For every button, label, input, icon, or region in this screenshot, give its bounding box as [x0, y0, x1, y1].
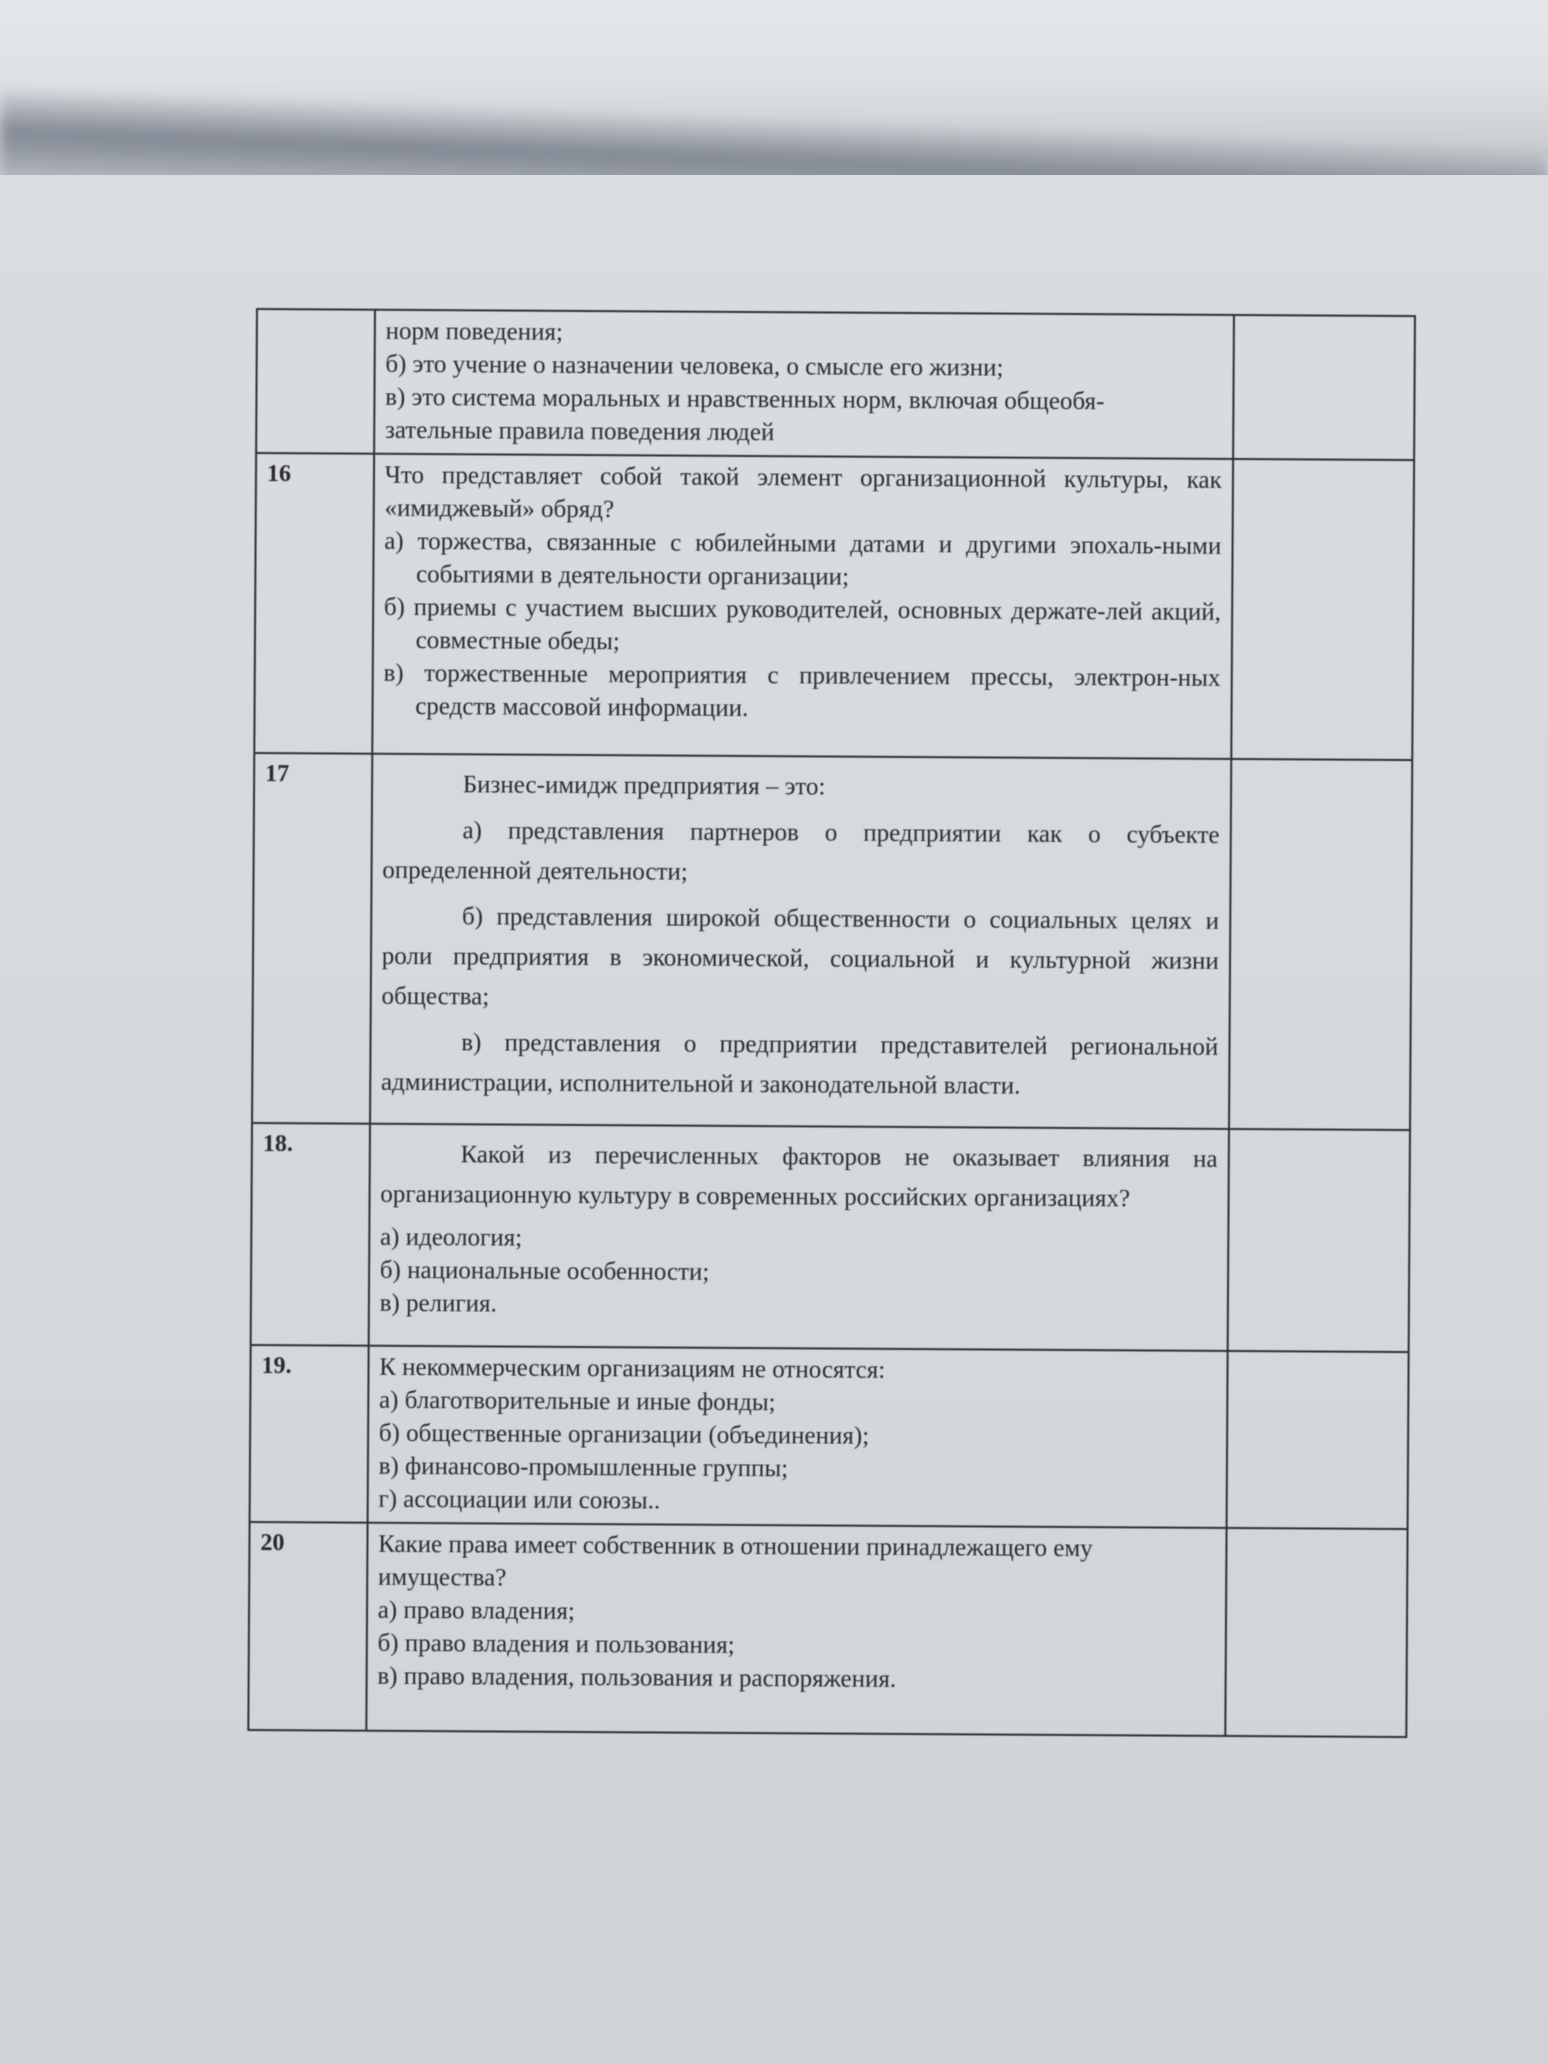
question-text: К некоммерческим организациям не относятся: — [379, 1353, 886, 1384]
test-questions-table — [247, 308, 1416, 1738]
question-text: Какие права имеет собственник в отношении принадлежащего ему имущества? — [377, 1530, 1093, 1592]
option-b: б) представления широкой общественности о социальных целях и роли предприятия в экономической, социальной и культурной жизни общества; — [381, 903, 1220, 1011]
option-b: б) национальные особенности; — [379, 1256, 710, 1286]
table-row — [256, 309, 1415, 460]
question-cell — [367, 1346, 1227, 1528]
question-number: 17 — [252, 753, 372, 1124]
option-b: б) общественные организации (объединения); — [378, 1419, 870, 1450]
question-text: Бизнес-имидж предприятия – это: — [462, 771, 826, 801]
answer-cell — [1233, 315, 1415, 460]
table-row — [250, 1345, 1409, 1529]
question-cell — [368, 1124, 1228, 1351]
answer-cell — [1226, 1351, 1408, 1529]
option-c: в) право владения, пользования и распоряжения. — [377, 1662, 897, 1693]
question-cell — [366, 1523, 1226, 1736]
table-row — [251, 1123, 1410, 1352]
option-line: б) это учение о назначении человека, о смысле его жизни; — [385, 350, 1004, 382]
table-row — [252, 753, 1412, 1130]
option-b: б) приемы с участием высших руководителей, основных держате-лей акций, совместные обеды; — [383, 593, 1221, 656]
option-c: в) религия. — [379, 1289, 497, 1318]
option-a: а) право владения; — [377, 1596, 575, 1625]
option-c: в) торжественные мероприятия с привлечением прессы, электрон-ных средств массовой информации. — [383, 659, 1221, 723]
option-d: г) ассоциации или союзы.. — [378, 1485, 661, 1515]
option-a: а) благотворительные и иные фонды; — [378, 1386, 776, 1417]
question-number: 19. — [250, 1345, 369, 1523]
option-line: в) это система моральных и нравственных норм, включая общеобя- — [385, 383, 1105, 416]
option-line: зательные правила поведения людей — [384, 416, 775, 447]
answer-cell — [1229, 759, 1413, 1130]
table-row — [254, 453, 1414, 760]
option-c: в) финансово-промышленные группы; — [378, 1452, 789, 1483]
answer-cell — [1227, 1129, 1410, 1352]
question-number: 16 — [254, 453, 374, 754]
option-a: а) торжества, связанные с юбилейными датами и другими эпохаль-ными событиями в деятельности организации; — [384, 527, 1222, 591]
question-text: Что представляет собой такой элемент организационной культуры, как «имиджевый» обряд? — [384, 461, 1222, 524]
question-number — [256, 309, 375, 454]
answer-cell — [1231, 459, 1414, 760]
question-cell — [370, 754, 1231, 1129]
option-line: норм поведения; — [385, 317, 564, 346]
option-c: в) представления о предприятии представителей региональной администрации, исполнительной и законодательной власти. — [380, 1029, 1219, 1100]
answer-cell — [1225, 1528, 1408, 1737]
question-number: 20 — [248, 1522, 367, 1731]
table-row — [248, 1522, 1407, 1737]
question-number: 18. — [251, 1123, 370, 1346]
option-b: б) право владения и пользования; — [377, 1629, 735, 1659]
option-a: а) представления партнеров о предприятии как о субъекте определенной деятельности; — [382, 817, 1220, 886]
question-text: Какой из перечисленных факторов не оказывает влияния на организационную культуру в современных российских организациях? — [380, 1141, 1218, 1213]
question-cell — [374, 310, 1234, 459]
question-cell — [372, 454, 1233, 759]
option-a: а) идеология; — [379, 1223, 523, 1252]
